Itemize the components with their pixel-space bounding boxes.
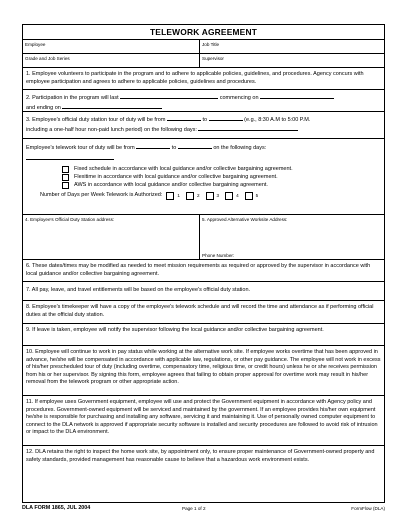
grade-row — [23, 54, 384, 68]
official-duty-station-label: 4. Employee's Official Duty Station address: — [25, 217, 115, 222]
grade-series-field[interactable] — [23, 54, 200, 67]
telework-days-line — [26, 154, 381, 162]
days-per-week-label: Number of Days per Week Telework is Authorized: — [40, 191, 163, 198]
telework-tour-text-c: on the following days: — [213, 145, 267, 151]
aws-checkbox[interactable] — [62, 182, 69, 189]
telework-tour-line — [26, 143, 381, 153]
job-title-field[interactable] — [200, 40, 384, 53]
duty-from-field[interactable] — [167, 115, 201, 121]
schedule-fixed-option[interactable] — [62, 166, 381, 174]
item-6: 6. These dates/times may be modified as needed to meet mission requirements as required or approved by the supervisor in accordance with local guidance and/or collective bargaining agreement. — [23, 260, 384, 282]
telework-from-field[interactable] — [136, 143, 170, 149]
schedule-aws-option[interactable] — [62, 182, 381, 190]
item-12: 12. DLA retains the right to inspect the home work site, by appointment only, to ensure proper maintenance of Government-owned property and safety standards, provided management has reasonable cause to believe that a hazardous work environment exists. — [26, 449, 375, 463]
supervisor-label: Supervisor — [202, 56, 224, 61]
item-3-text-b: to — [202, 117, 208, 123]
item-7: 7. All pay, leave, and travel entitlements will be based on the employee's official duty station. — [23, 282, 384, 301]
day-2-checkbox[interactable] — [186, 192, 194, 200]
phone-number-label: Phone Number: — [202, 253, 235, 258]
ending-date-field[interactable] — [62, 103, 162, 109]
employee-field[interactable] — [23, 40, 200, 53]
item-10: 10. Employee will continue to work in pay status while working at the alternative work site. If employee works overtime that has been approved in advance, he/she will be compensated in accordance with applicable law, regulations, or other pay guidance. The employee will not work in excess of his/her prescheduled tour of duty (including overtime, compensatory time, religious time, or credit hours) unless he or she receives permission from his or her supervisor. By signing this form, employee agrees that failing to obtain proper approval for overtime work may result in his/her removal from the telework program or other appropriate action. — [23, 346, 384, 396]
duty-to-field[interactable] — [209, 115, 243, 121]
aws-label: AWS in accordance with local guidance and/or collective bargaining agreement. — [74, 181, 268, 188]
fixed-schedule-label: Fixed schedule in accordance with local guidance and/or collective bargaining agreement. — [74, 165, 293, 172]
day-5-checkbox[interactable] — [245, 192, 253, 200]
form-software: FormFlow (DLA) — [351, 506, 385, 511]
item-2-text-c: and ending on — [26, 104, 61, 111]
telework-tour-text-a: Employee's telework tour of duty will be from — [26, 145, 135, 151]
telework-to-field[interactable] — [178, 143, 212, 149]
form-number: DLA FORM 1865, JUL 2004 — [22, 505, 91, 511]
commencing-date-field[interactable] — [260, 93, 334, 99]
telework-form — [22, 24, 385, 503]
official-duty-station-field[interactable] — [23, 215, 200, 259]
day-option-1[interactable] — [166, 192, 183, 200]
fixed-schedule-checkbox[interactable] — [62, 166, 69, 173]
day-option-3[interactable] — [206, 192, 223, 200]
day-option-2[interactable] — [186, 192, 203, 200]
day-4-label: 4 — [236, 192, 239, 198]
item-8: 8. Employee's timekeeper will have a copy of the employee's telework schedule and will record the time and attendance as if performing official duties at the official duty station. — [23, 301, 384, 324]
days-per-week-row — [40, 191, 381, 201]
item-3-text-c: (e.g., 8:30 A.M to 5:00 P.M. — [244, 117, 311, 123]
employee-label: Employee — [25, 42, 46, 47]
participation-duration-field[interactable] — [120, 93, 218, 99]
day-2-label: 2 — [196, 192, 200, 198]
day-3-checkbox[interactable] — [206, 192, 214, 200]
day-option-4[interactable] — [225, 192, 242, 200]
flexitime-label: Flexitime in accordance with local guidance and/or collective bargaining agreement. — [74, 173, 278, 180]
day-1-checkbox[interactable] — [166, 192, 174, 200]
duty-days-field[interactable] — [198, 125, 298, 131]
telework-tour-section — [23, 139, 384, 215]
item-11: 11. If employee uses Government equipment, employee will use and protect the Government equipment in accordance with Agency policy and procedures. Government-owned equipment will be serviced and maintained by the government. If an employee provides his/her own equipment he/she is responsible for purchasing and installing any software, servicing it and maintaining it. Use of personally owned computer equipment to connect to the DLA network is approved if appropriate security software is installed and security procedures are followed to avoid risk of intrusion or impact to the DLA environment. — [23, 396, 384, 446]
schedule-flex-option[interactable] — [62, 174, 381, 182]
item-2-text-a: 2. Participation in the program will last — [26, 95, 119, 101]
item-3-text-d: including a one-half hour non-paid lunch period) on the following days: — [26, 126, 197, 133]
day-5-label: 5 — [255, 192, 259, 198]
alternative-worksite-label: 5. Approved Alternative Worksite Address: — [202, 217, 288, 222]
form-footer — [22, 505, 385, 515]
day-4-checkbox[interactable] — [225, 192, 233, 200]
item-1: 1. Employee volunteers to participate in the program and to adhere to applicable policies, guidelines, and procedures. Agency concurs with employee participation and agrees to adhere to applicable policies, guidelines and procedures. — [23, 68, 384, 90]
grade-series-label: Grade and Job Series — [25, 56, 70, 61]
item-9: 9. If leave is taken, employee will notify the supervisor following the local guidance and/or collective bargaining agreement. — [23, 324, 384, 346]
address-row — [23, 215, 384, 260]
telework-tour-text-b: to — [171, 145, 177, 151]
item-2-text-b: commencing on — [219, 95, 259, 101]
employee-row — [23, 40, 384, 54]
item-2 — [23, 90, 384, 112]
day-option-5[interactable] — [245, 192, 262, 200]
job-title-label: Job Title — [202, 42, 220, 47]
item-3-text-a: 3. Employee's official duty station tour of duty will be from — [26, 117, 166, 123]
day-3-label: 3 — [216, 192, 220, 198]
day-1-label: 1 — [177, 192, 180, 198]
item-3 — [23, 112, 384, 139]
page-number: Page 1 of 2 — [182, 506, 206, 511]
form-title: TELEWORK AGREEMENT — [23, 25, 384, 40]
flexitime-checkbox[interactable] — [62, 174, 69, 181]
telework-days-field[interactable] — [26, 154, 114, 160]
alternative-worksite-field[interactable] — [200, 215, 384, 259]
supervisor-field[interactable] — [200, 54, 384, 67]
